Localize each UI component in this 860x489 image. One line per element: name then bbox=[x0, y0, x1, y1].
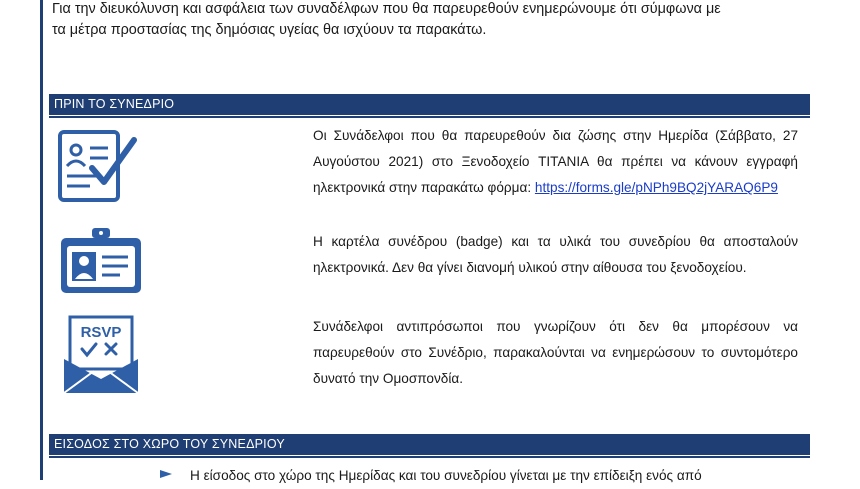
entry-text bbox=[190, 463, 800, 489]
section-header-before bbox=[49, 94, 810, 115]
registration-form-link[interactable]: https://forms.gle/pNPh9BQ2jYARAQ6P9 bbox=[534, 180, 778, 195]
rsvp-icon-label: RSVP bbox=[80, 324, 122, 341]
left-margin-rule bbox=[40, 0, 43, 480]
id-badge-icon bbox=[58, 226, 144, 296]
rsvp-text bbox=[313, 314, 798, 392]
intro-line-2: τα μέτρα προστασίας της δημόσιας υγείας θα ισχύουν τα παρακάτω. bbox=[52, 22, 487, 38]
registration-paragraph bbox=[313, 123, 798, 201]
registration-text bbox=[313, 123, 798, 201]
section-underline bbox=[49, 456, 810, 458]
intro-paragraph bbox=[52, 0, 812, 41]
registration-body: Οι Συνάδελφοι που θα παρευρεθούν δια ζώσης στην Ημερίδα (Σάββατο, 27 Αυγούστου 2021) στο Ξενοδοχείο TITANIA θα πρέπει να κάνουν εγγραφή ηλεκτρονικά στην παρακάτω φόρμα: bbox=[313, 128, 798, 195]
section-title-entry: ΕΙΣΟΔΟΣ ΣΤΟ ΧΩΡΟ ΤΟΥ ΣΥΝΕΔΡΙΟΥ bbox=[54, 437, 285, 451]
entry-paragraph: Η είσοδος στο χώρο της Ημερίδας και του συνεδρίου γίνεται με την επίδειξη ενός από bbox=[190, 468, 702, 483]
intro-line-1: Για την διευκόλυνση και ασφάλεια των συναδέλφων που θα παρευρεθούν ενημερώνουμε ότι σύμφωνα με bbox=[52, 1, 721, 17]
rsvp-envelope-icon bbox=[60, 313, 142, 397]
bullet-arrow-icon bbox=[160, 468, 174, 480]
section-header-entry bbox=[49, 434, 810, 455]
badge-text bbox=[313, 229, 798, 281]
rsvp-paragraph: Συνάδελφοι αντιπρόσωποι που γνωρίζουν ότι δεν θα μπορέσουν να παρευρεθούν στο Συνέδριο, παρακαλούνται να ενημερώσουν το συντομότερο δυνατό την Ομοσπονδία. bbox=[313, 319, 798, 386]
section-title-before: ΠΡΙΝ ΤΟ ΣΥΝΕΔΡΙΟ bbox=[54, 97, 175, 111]
badge-paragraph: Η καρτέλα συνέδρου (badge) και τα υλικά του συνεδρίου θα αποσταλούν ηλεκτρονικά. Δεν θα γίνει διανομή υλικού στην αίθουσα του ξενοδοχείου. bbox=[313, 234, 798, 275]
checklist-form-icon bbox=[56, 128, 148, 204]
section-underline bbox=[49, 116, 810, 118]
